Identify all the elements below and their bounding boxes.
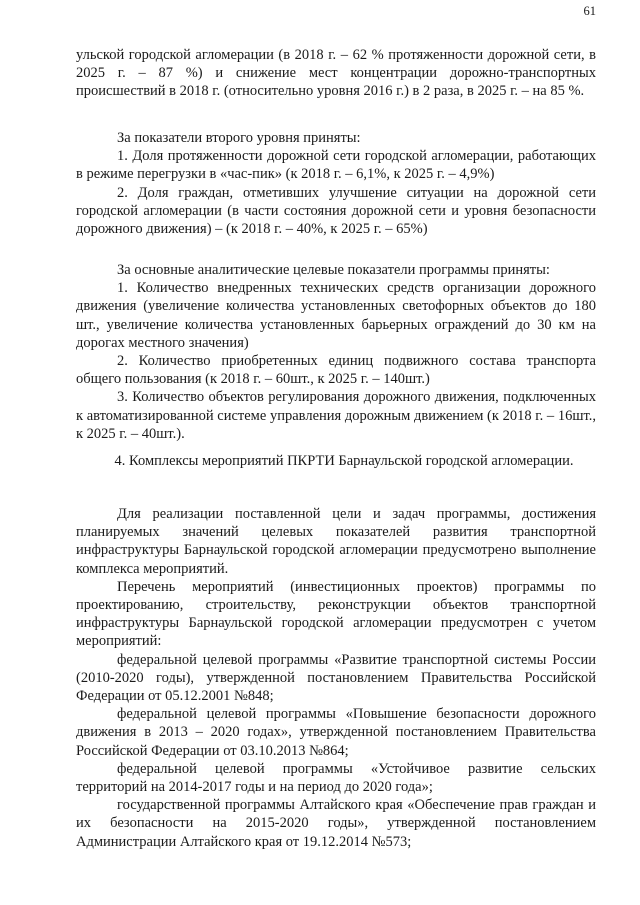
analytic-indicator-item: 1. Количество внедренных технических средств организации дорожного движения (увеличение количества установленных светофорных объектов до 180 шт., увеличение количества установленных барьерных ограждений до 30 км на дорогах местного значения) — [76, 280, 596, 351]
analytic-indicator-item: 3. Количество объектов регулирования дорожного движения, подключенных к автоматизированной системе управления дорожным движением (к 2018 г. – 16шт., к 2025 г. – 40шт.). — [76, 389, 596, 442]
program-list-item: государственной программы Алтайского края «Обеспечение прав граждан и их безопасности на 2015-2020 годы», утвержденной постановлением Администрации Алтайского края от 19.12.2014 №573; — [76, 797, 596, 850]
program-list-item: федеральной целевой программы «Развитие транспортной системы России (2010-2020 годы), утвержденной постановлением Правительства Российской Федерации от 05.12.2001 №848; — [76, 651, 596, 705]
analytic-indicators-title: За основные аналитические целевые показатели программы приняты: — [117, 262, 550, 278]
intro-section — [76, 46, 596, 101]
second-level-item: 1. Доля протяженности дорожной сети городской агломерации, работающих в режиме перегрузки в «час-пик» (к 2018 г. – 6,1%, к 2025 г. – 4,9%) — [76, 148, 596, 183]
intro-paragraph: ульской городской агломерации (в 2018 г. – 62 % протяженности дорожной сети, в 2025 г. – 87 %) и снижение мест концентрации дорожно-транспортных происшествий в 2018 г. (относительно уровня 2016 г.) в 2 раза, в 2025 г. – на 85 %. — [76, 47, 596, 100]
second-level-title: За показатели второго уровня приняты: — [117, 130, 361, 146]
analytic-indicator-item: 2. Количество приобретенных единиц подвижного состава транспорта общего пользования (к 2018 г. – 60шт., к 2025 г. – 140шт.) — [76, 353, 596, 388]
measures-paragraph: Перечень мероприятий (инвестиционных проектов) программы по проектированию, строительству, реконструкции объектов транспортной инфраструктуры Барнаульской городской агломерации предусмотрен с учетом мероприятий: — [76, 578, 596, 650]
program-list-item: федеральной целевой программы «Устойчивое развитие сельских территорий на 2014-2017 годы и на период до 2020 года»; — [76, 760, 596, 796]
section-heading: 4. Комплексы мероприятий ПКРТИ Барнаульской городской агломерации. — [114, 453, 574, 469]
measures-section — [76, 505, 596, 851]
second-level-item: 2. Доля граждан, отметивших улучшение ситуации на дорожной сети городской агломерации (в части состояния дорожной сети и уровня безопасности дорожного движения) – (к 2018 г. – 40%, к 2025 г. – 65%) — [76, 184, 596, 238]
analytic-indicators — [76, 261, 596, 443]
program-list-item: федеральной целевой программы «Повышение безопасности дорожного движения в 2013 – 2020 годах», утвержденной постановлением Правительства Российской Федерации от 03.10.2013 №864; — [76, 706, 596, 759]
page-number: 61 — [583, 4, 596, 18]
measures-paragraph: Для реализации поставленной цели и задач программы, достижения планируемых значений целевых показателей развития транспортной инфраструктуры Барнаульской городской агломерации предусмотрено выполнение комплекса мероприятий. — [76, 506, 596, 577]
second-level-indicators — [76, 129, 596, 238]
